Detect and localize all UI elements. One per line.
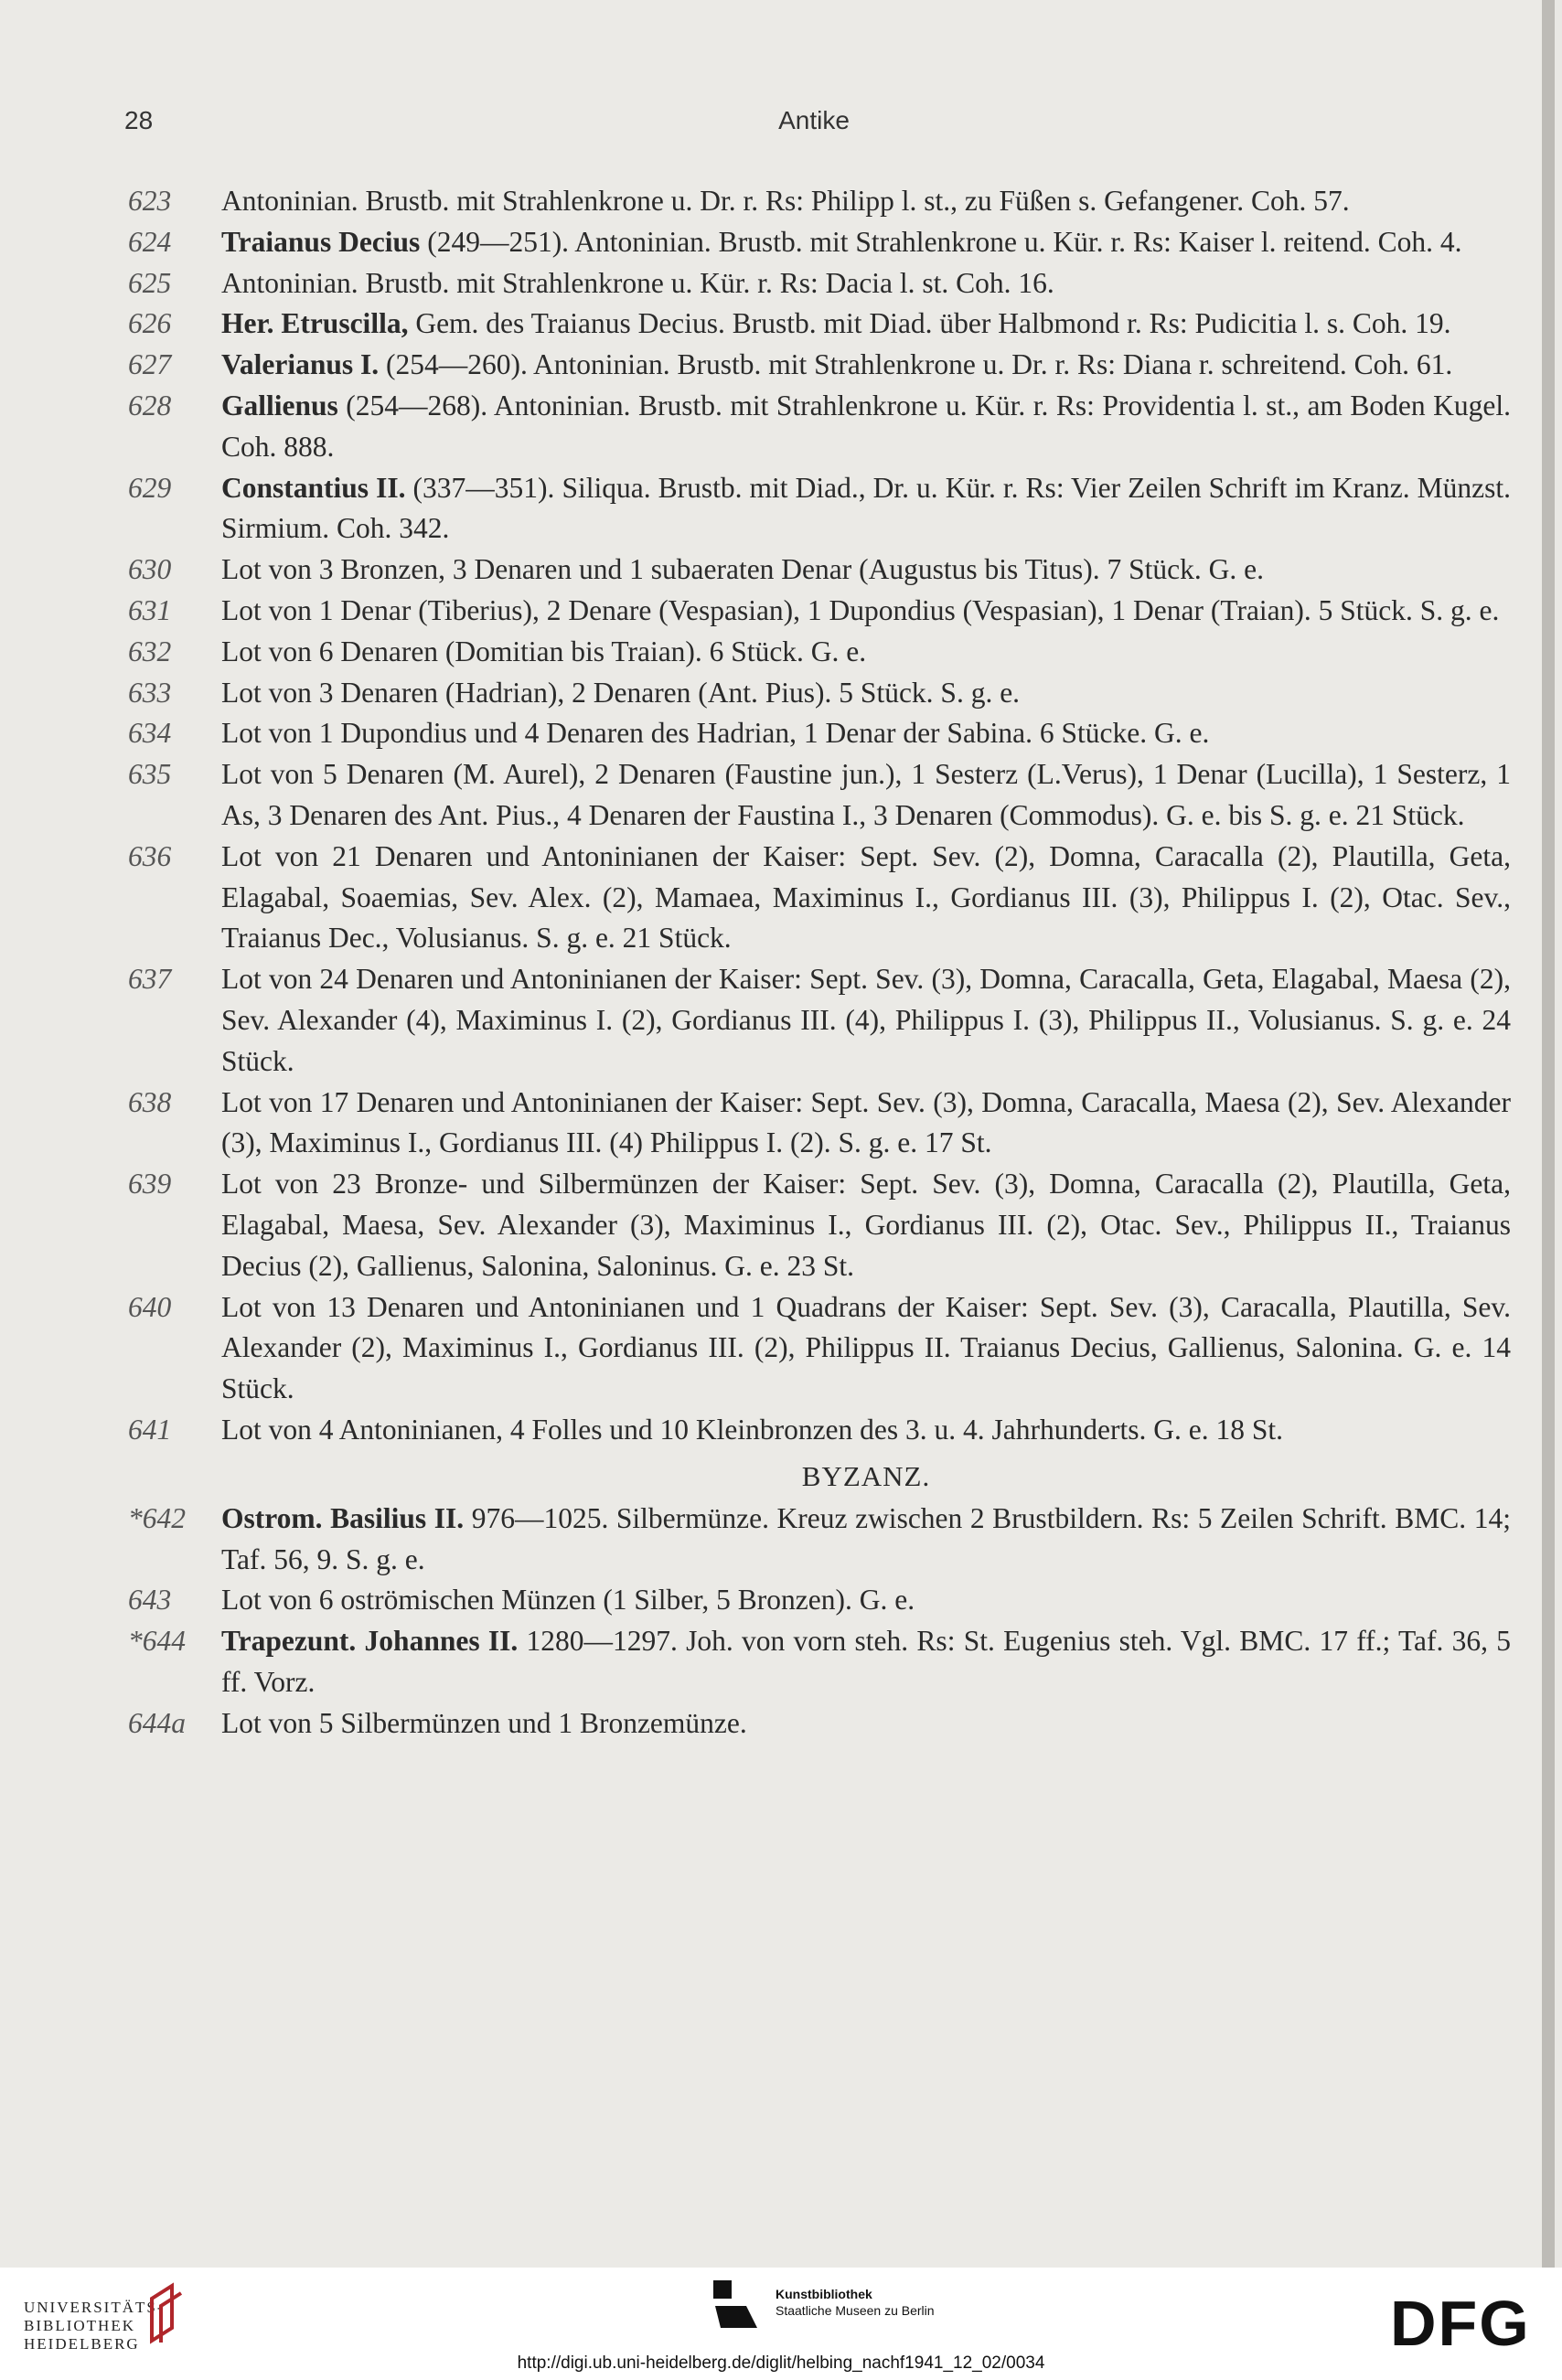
page-number: 28 (124, 106, 154, 134)
entry-description: Antoninian. Brustb. mit Strahlenkrone u. Kür. r. Rs: Dacia l. st. Coh. 16. (221, 266, 1054, 299)
entry-number: 624 (128, 225, 172, 258)
dfg-logo: DFG (1390, 2288, 1531, 2359)
entry-text (221, 550, 1511, 591)
catalog-entry (128, 468, 1511, 550)
entry-text (221, 754, 1511, 837)
entry-number: 643 (128, 1584, 172, 1617)
entry-number: 623 (128, 185, 172, 217)
catalog-entry (128, 263, 1511, 304)
entry-text (221, 222, 1511, 263)
entry-number: 641 (128, 1413, 172, 1446)
entry-number: 634 (128, 717, 172, 750)
catalog-entry (128, 181, 1511, 222)
catalog-entry (128, 1703, 1511, 1745)
entry-description: (337—351). Siliqua. Brustb. mit Diad., Dr. u. Kür. r. Rs: Vier Zeilen Schrift im Kranz. Münzst. Sirmium. Coh. 342. (221, 471, 1511, 545)
entry-description: (249—251). Antoninian. Brustb. mit Strahlenkrone u. Kür. r. Rs: Kaiser l. reitend. Coh. 4. (420, 225, 1462, 258)
entry-text (221, 304, 1511, 345)
entry-text (221, 591, 1511, 632)
entry-number: 644a (128, 1706, 186, 1739)
entry-number: 631 (128, 593, 172, 626)
entry-text (221, 386, 1511, 468)
entry-text (221, 1164, 1511, 1286)
uni-line: HEIDELBERG (24, 2335, 140, 2353)
entry-description: 976—1025. Silbermünze. Kreuz zwischen 2 Brustbildern. Rs: 5 Zeilen Schrift. BMC. 14; Taf. 56, 9. S. g. e. (221, 1501, 1511, 1575)
entry-number: 638 (128, 1085, 172, 1118)
entry-text (221, 1410, 1511, 1451)
entry-description: Lot von 5 Denaren (M. Aurel), 2 Denaren (Faustine jun.), 1 Sesterz (L.Verus), 1 Denar (Lucilla), 1 Sesterz, 1 As, 3 Denaren des Ant. Pius., 4 Denaren der Faustina I., 3 Denaren (Commodus). G. e. bis S. g. e. 21 Stück. (221, 758, 1511, 831)
kunstbibliothek-logo-icon (710, 2277, 763, 2332)
entry-description: Lot von 3 Denaren (Hadrian), 2 Denaren (Ant. Pius). 5 Stück. S. g. e. (221, 676, 1021, 709)
catalog-entry (128, 713, 1511, 754)
catalog-entry (128, 386, 1511, 468)
kunstbibliothek-label (776, 2286, 935, 2319)
catalog-entry (128, 1580, 1511, 1621)
entry-text (221, 1621, 1511, 1703)
uni-line: BIBLIOTHEK (24, 2317, 135, 2334)
catalog-entry (128, 837, 1511, 959)
catalog-entry (128, 1083, 1511, 1165)
catalog-entry (128, 550, 1511, 591)
entry-text (221, 837, 1511, 959)
footer (0, 2268, 1562, 2380)
entry-ruler-name: Ostrom. Basilius II. (221, 1501, 465, 1534)
permalink-url[interactable]: http://digi.ub.uni-heidelberg.de/diglit/helbing_nachf1941_12_02/0034 (517, 2353, 1045, 2373)
catalog-entry (128, 591, 1511, 632)
catalog-entry (128, 959, 1511, 1082)
entry-description: 1280—1297. Joh. von vorn steh. Rs: St. Eugenius steh. Vgl. BMC. 17 ff.; Taf. 36, 5 ff. Vorz. (221, 1625, 1511, 1698)
catalog-entry (128, 754, 1511, 837)
entry-description: Lot von 3 Bronzen, 3 Denaren und 1 subaeraten Denar (Augustus bis Titus). 7 Stück. G. e. (221, 553, 1264, 586)
entry-number: 628 (128, 389, 172, 422)
section-title: BYZANZ. (801, 1459, 931, 1492)
catalog-entry (128, 1164, 1511, 1286)
entry-ruler-name: Valerianus I. (221, 348, 380, 381)
catalog-entries (128, 181, 1511, 1744)
entry-text (221, 1287, 1511, 1410)
entry-description: Lot von 4 Antoninianen, 4 Folles und 10 Kleinbronzen des 3. u. 4. Jahrhunderts. G. e. 18 St. (221, 1413, 1283, 1446)
entry-text (221, 181, 1511, 222)
entry-description: Gem. des Traianus Decius. Brustb. mit Diad. über Halbmond r. Rs: Pudicitia l. s. Coh. 19. (408, 307, 1451, 340)
entry-number: 629 (128, 471, 172, 504)
entry-number: 639 (128, 1168, 172, 1201)
running-title: Antike (778, 106, 850, 134)
entry-description: Lot von 13 Denaren und Antoninianen und 1 Quadrans der Kaiser: Sept. Sev. (3), Caracalla, Plautilla, Sev. Alexander (2), Maximinus I., Gordianus III. (2), Philippus II. Traianus Decius, Gallienus, Salonina. G. e. 14 Stück. (221, 1290, 1511, 1405)
entry-ruler-name: Gallienus (221, 389, 338, 422)
entry-number: 627 (128, 348, 172, 381)
entry-ruler-name: Trapezunt. Johannes II. (221, 1625, 519, 1658)
entry-text (221, 345, 1511, 386)
catalog-entry (128, 1499, 1511, 1581)
entry-number: 626 (128, 307, 172, 340)
entry-description: Lot von 1 Dupondius und 4 Denaren des Hadrian, 1 Denar der Sabina. 6 Stücke. G. e. (221, 717, 1210, 750)
entry-description: Lot von 23 Bronze- und Silbermünzen der Kaiser: Sept. Sev. (3), Domna, Caracalla (2), Plautilla, Geta, Elagabal, Maesa, Sev. Alexander (3), Maximinus I., Gordianus III. (2), Otac. Sev., Philippus II., Traianus Decius (2), Gallienus, Salonina, Saloninus. G. e. 23 St. (221, 1168, 1511, 1282)
entry-number: *642 (128, 1501, 186, 1534)
entry-number: *644 (128, 1625, 186, 1658)
catalog-entry (128, 632, 1511, 673)
page-edge (1542, 0, 1555, 2268)
entry-text (221, 713, 1511, 754)
entry-description: Lot von 24 Denaren und Antoninianen der Kaiser: Sept. Sev. (3), Domna, Caracalla, Geta, Elagabal, Maesa (2), Sev. Alexander (4), Maximinus I. (2), Gordianus III. (4), Philippus I. (3), Philippus II., Volusianus. S. g. e. 24 Stück. (221, 963, 1511, 1077)
entry-text (221, 468, 1511, 550)
entry-number: 632 (128, 635, 172, 667)
catalog-entry (128, 1621, 1511, 1703)
catalog-entry (128, 1287, 1511, 1410)
catalog-entry (128, 345, 1511, 386)
entry-description: Lot von 6 oströmischen Münzen (1 Silber, 5 Bronzen). G. e. (221, 1584, 915, 1617)
catalog-entry (128, 222, 1511, 263)
entry-description: Lot von 1 Denar (Tiberius), 2 Denare (Vespasian), 1 Dupondius (Vespasian), 1 Denar (Traian). 5 Stück. S. g. e. (221, 593, 1500, 626)
entry-description: Lot von 6 Denaren (Domitian bis Traian). 6 Stück. G. e. (221, 635, 867, 667)
entry-text (221, 959, 1511, 1082)
entry-number: 637 (128, 963, 172, 996)
entry-ruler-name: Constantius II. (221, 471, 406, 504)
university-library-label (24, 2299, 165, 2353)
entry-text (221, 632, 1511, 673)
entry-number: 636 (128, 839, 172, 872)
entry-number: 633 (128, 676, 172, 709)
entry-text (221, 1083, 1511, 1165)
university-logo-icon (144, 2282, 188, 2346)
entry-text (221, 1703, 1511, 1745)
uni-line: UNIVERSITÄTS- (24, 2299, 165, 2316)
catalog-entry (128, 1410, 1511, 1451)
entry-number: 635 (128, 758, 172, 791)
entry-number: 640 (128, 1290, 172, 1323)
entry-text (221, 1499, 1511, 1581)
entry-description: Lot von 21 Denaren und Antoninianen der Kaiser: Sept. Sev. (2), Domna, Caracalla (2), Plautilla, Geta, Elagabal, Soaemias, Sev. Alex. (2), Mamaea, Maximinus I., Gordianus III. (3), Philippus I. (2), Otac. Sev., Traianus Dec., Volusianus. S. g. e. 21 Stück. (221, 839, 1511, 955)
catalog-entry (128, 673, 1511, 714)
entry-text (221, 1580, 1511, 1621)
entry-ruler-name: Her. Etruscilla, (221, 307, 409, 340)
entry-text (221, 263, 1511, 304)
entry-ruler-name: Traianus Decius (221, 225, 421, 258)
entry-description: (254—260). Antoninian. Brustb. mit Strahlenkrone u. Dr. r. Rs: Diana r. schreitend. Coh. 61. (379, 348, 1453, 381)
entry-text (221, 673, 1511, 714)
entry-description: Lot von 17 Denaren und Antoninianen der Kaiser: Sept. Sev. (3), Domna, Caracalla, Maesa (2), Sev. Alexander (3), Maximinus I., Gordianus III. (4) Philippus I. (2). S. g. e. 17 St. (221, 1085, 1511, 1159)
entry-number: 625 (128, 266, 172, 299)
entry-description: Antoninian. Brustb. mit Strahlenkrone u. Dr. r. Rs: Philipp l. st., zu Füßen s. Gefangener. Coh. 57. (221, 185, 1350, 217)
catalog-entry (128, 304, 1511, 345)
entry-number: 630 (128, 553, 172, 586)
kb-subtitle: Staatliche Museen zu Berlin (776, 2303, 935, 2318)
entry-description: Lot von 5 Silbermünzen und 1 Bronzemünze. (221, 1706, 747, 1739)
entry-description: (254—268). Antoninian. Brustb. mit Strahlenkrone u. Kür. r. Rs: Providentia l. st., am Boden Kugel. Coh. 888. (221, 389, 1511, 463)
kb-title: Kunstbibliothek (776, 2287, 872, 2301)
